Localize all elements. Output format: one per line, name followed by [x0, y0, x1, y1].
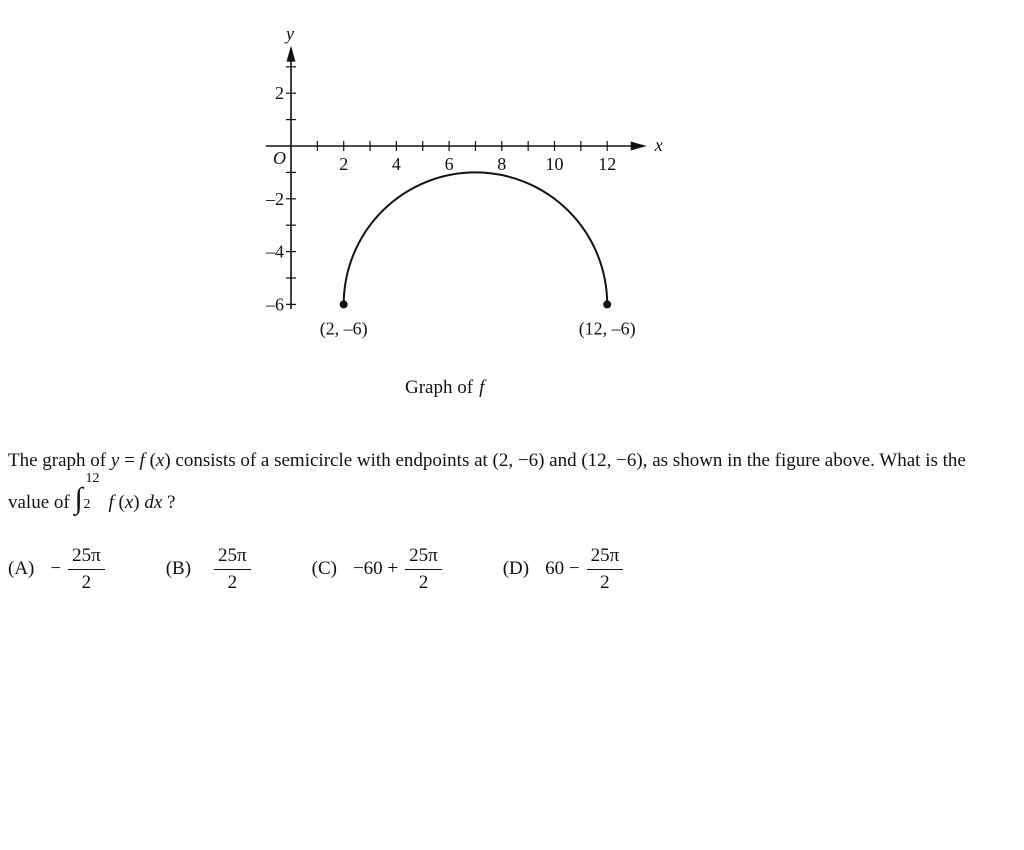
- choice-letter: (B): [165, 558, 192, 579]
- eq-y: y: [110, 450, 120, 471]
- integrand-dx: dx: [144, 492, 163, 513]
- choice-b[interactable]: [166, 545, 254, 594]
- y-axis-label: y: [286, 23, 294, 44]
- y-tick-label: –4: [266, 241, 284, 262]
- endpoint-label: (2, –6): [319, 318, 368, 339]
- x-axis-arrow: [631, 142, 647, 151]
- eq-paren-close: ): [164, 450, 171, 471]
- fraction-numerator: 25π: [68, 545, 105, 570]
- choice-letter: (D): [502, 558, 530, 579]
- fraction-numerator: 25π: [214, 545, 251, 570]
- fraction-denominator: 2: [227, 571, 238, 593]
- y-tick-label: 2: [275, 83, 284, 104]
- axes: [266, 46, 647, 309]
- endpoint-label: (12, –6): [578, 318, 636, 339]
- x-axis-label: x: [654, 135, 663, 155]
- fraction-denominator: 2: [418, 571, 429, 593]
- x-tick-label: 10: [545, 154, 564, 174]
- origin-label: O: [273, 148, 286, 168]
- integral-lower: 2: [83, 497, 91, 512]
- x-tick-label: 2: [339, 154, 349, 174]
- choice-fraction: [405, 545, 442, 594]
- fraction-numerator: 25π: [587, 545, 624, 570]
- caption-text: Graph of f: [405, 377, 485, 398]
- fraction-denominator: 2: [81, 571, 92, 593]
- question-part1: The graph of: [8, 450, 107, 471]
- y-tick-label: –2: [266, 188, 284, 209]
- integrand-x: x: [124, 492, 134, 513]
- choice-prefix: −60 +: [352, 558, 399, 579]
- integrand-close: ): [133, 492, 145, 513]
- choice-letter: (A): [8, 558, 35, 579]
- question-part2: consists of a semicircle with endpoints at (2, −6) and (12, −6), as shown in the figure above. What is the value of: [8, 450, 966, 513]
- fraction-numerator: 25π: [405, 545, 442, 570]
- x-tick-label: 6: [444, 154, 454, 174]
- eq-equals: =: [119, 450, 140, 471]
- choice-a[interactable]: [8, 545, 108, 594]
- choice-d[interactable]: [503, 545, 626, 594]
- x-tick-label: 4: [391, 154, 401, 174]
- x-tick-label: 8: [497, 154, 507, 174]
- y-tick-label: –6: [266, 294, 284, 315]
- answer-choices: [8, 543, 684, 595]
- function-graph: [0, 0, 1024, 420]
- question-text: [8, 440, 1008, 524]
- choice-letter: (C): [311, 558, 337, 579]
- choice-fraction: [214, 545, 251, 594]
- eq-f: f: [139, 450, 145, 471]
- ticks: [286, 67, 607, 305]
- choice-prefix: −: [50, 558, 62, 579]
- labels: [265, 24, 663, 340]
- integral-upper: 12: [85, 471, 100, 486]
- choice-fraction: [587, 545, 624, 594]
- eq-paren-open: (: [144, 450, 156, 471]
- endpoint-dot: [340, 300, 348, 308]
- fraction-denominator: 2: [600, 571, 610, 593]
- semicircle-curve: [344, 172, 608, 304]
- endpoint-dot: [603, 300, 611, 308]
- integral-sign: ∫ 12 2: [74, 471, 100, 515]
- y-axis-arrow: [287, 46, 296, 62]
- x-tick-label: 12: [598, 154, 617, 174]
- choice-c[interactable]: [312, 545, 445, 594]
- choice-prefix: 60 −: [545, 558, 580, 579]
- choice-fraction: [68, 545, 105, 594]
- question-end: ?: [162, 492, 176, 513]
- integrand-f: f: [108, 492, 114, 513]
- curve-layer: [340, 172, 612, 308]
- eq-x: x: [155, 450, 165, 471]
- integrand-open: (: [113, 492, 125, 513]
